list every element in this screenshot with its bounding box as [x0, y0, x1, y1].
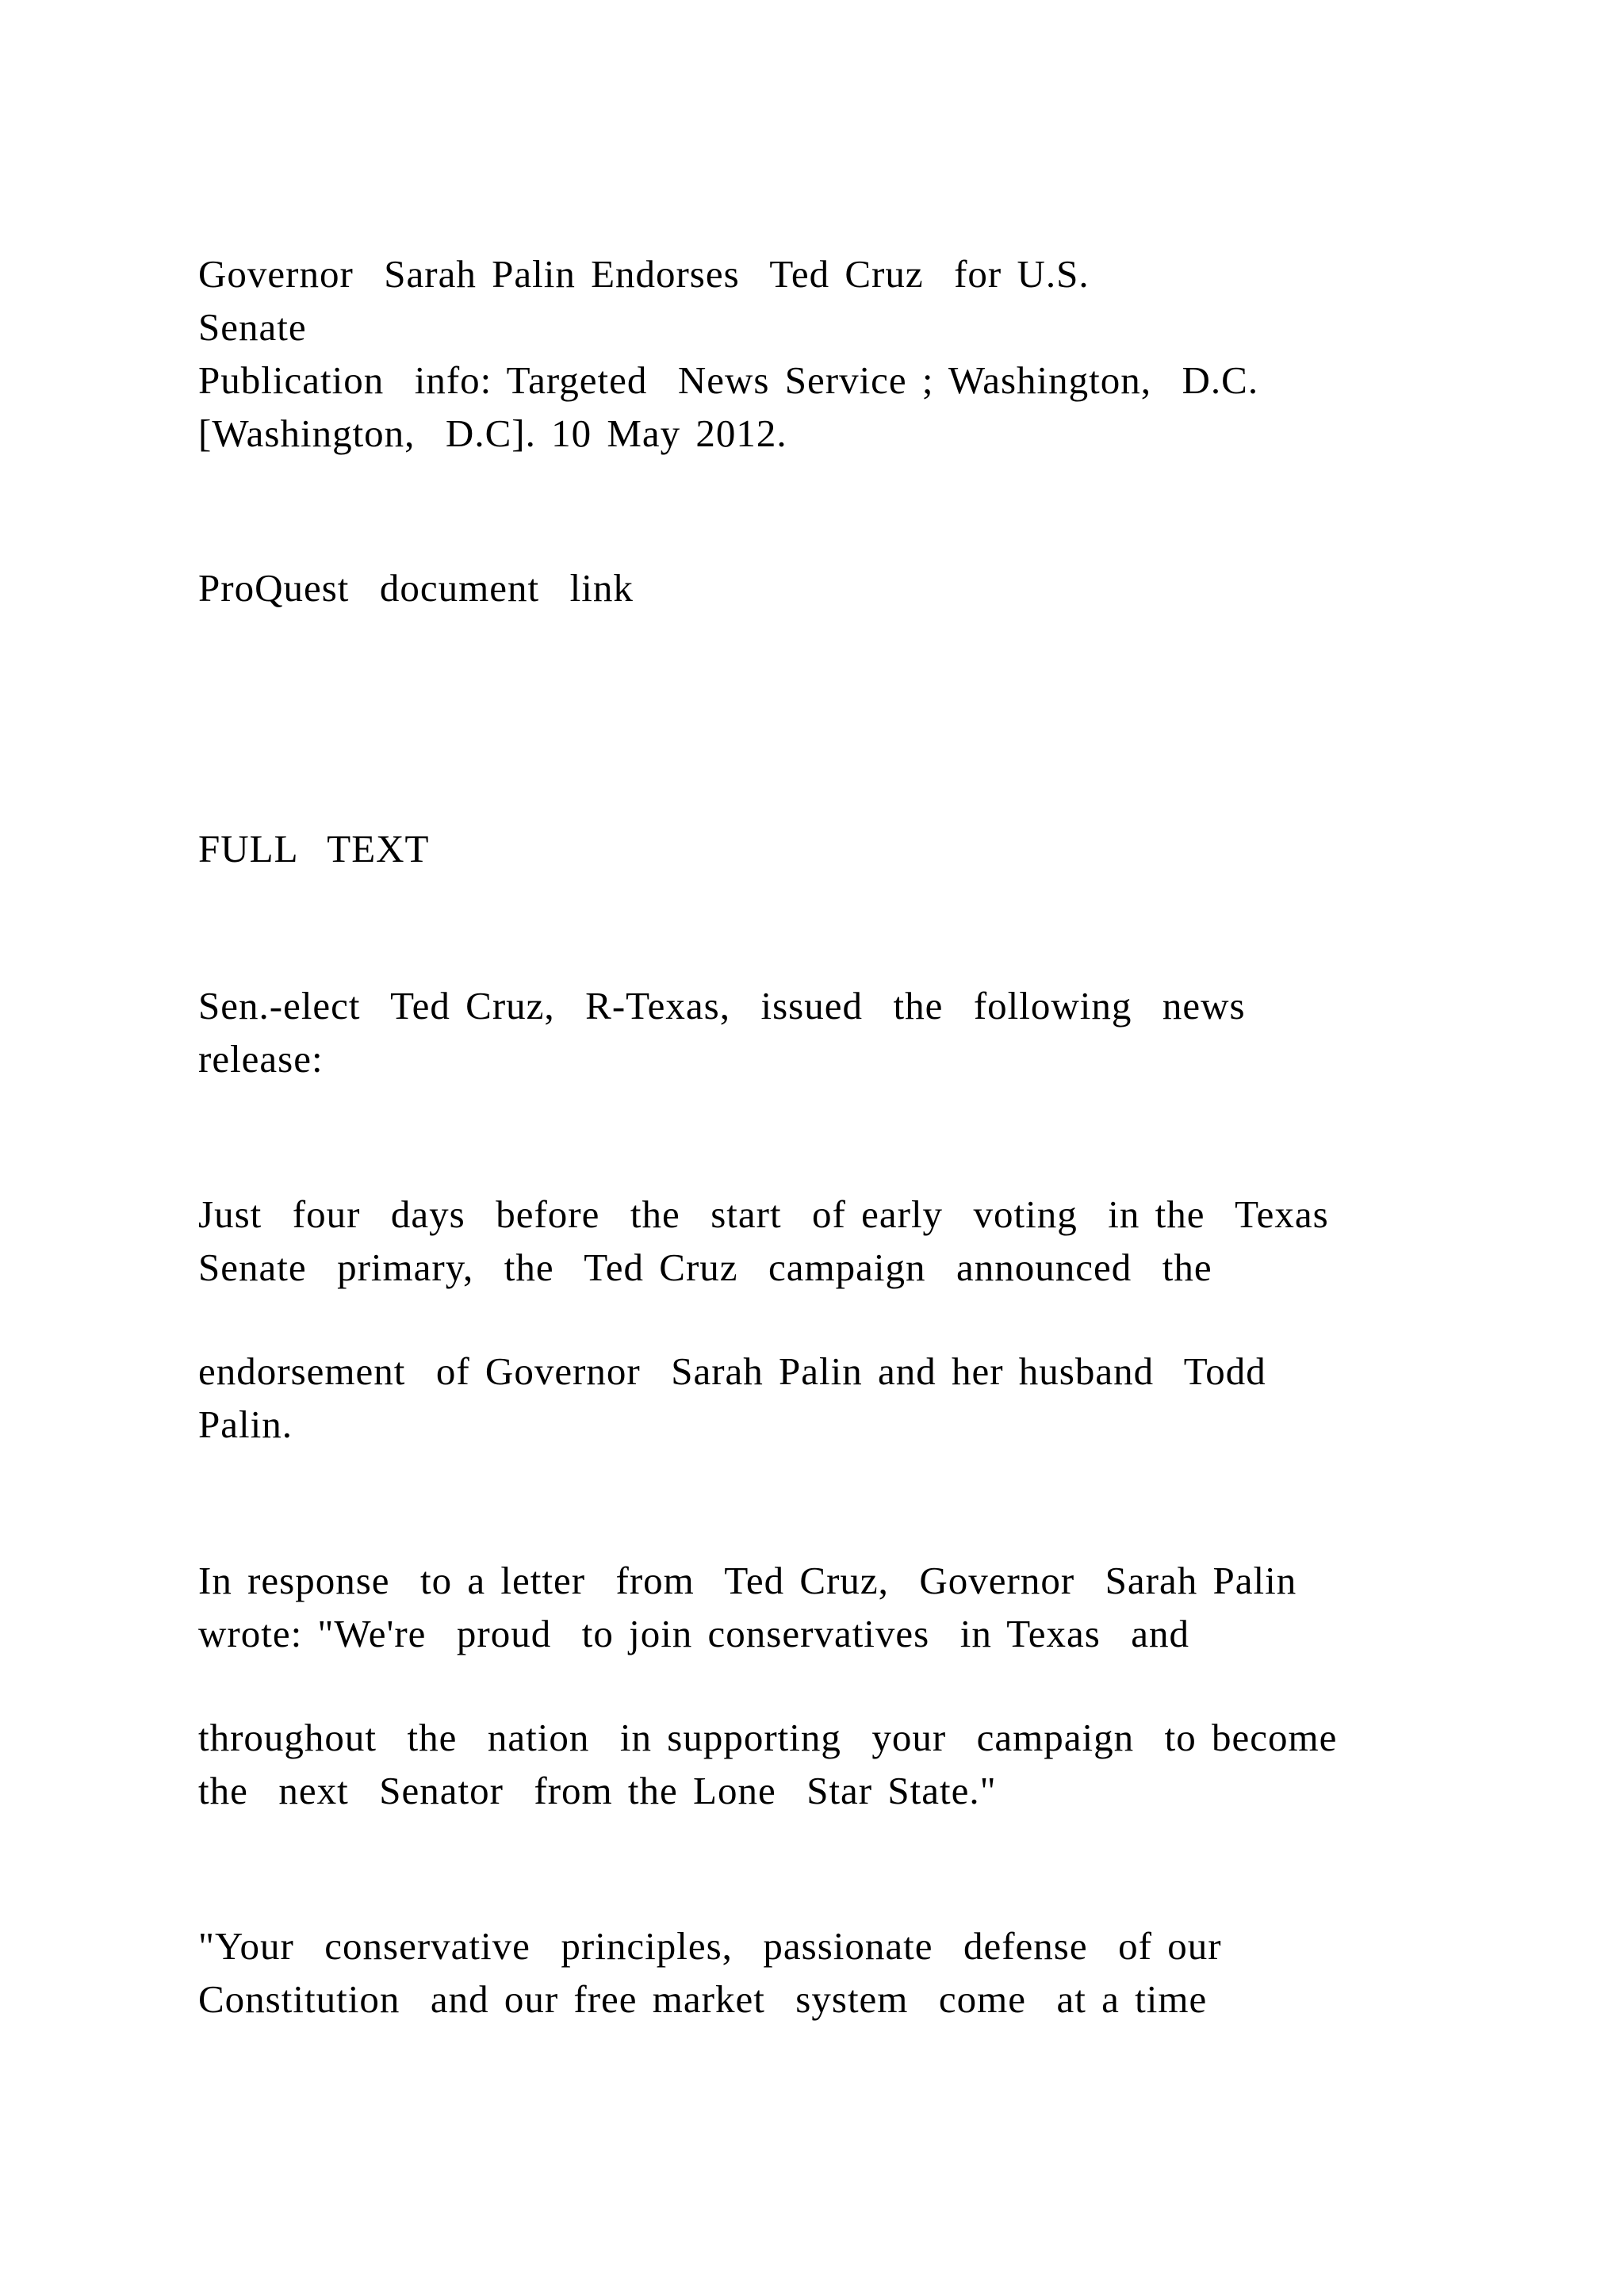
- paragraph-3-line-2: Palin.: [198, 1402, 293, 1446]
- paragraph-1-line-2: release:: [198, 1037, 324, 1081]
- paragraph-6-line-2: Constitution and our free market system come at a time: [198, 1977, 1208, 2021]
- document-title-line-1: Governor Sarah Palin Endorses Ted Cruz for U.S.: [198, 252, 1090, 296]
- paragraph-6-line-1: "Your conservative principles, passionate defense of our: [198, 1924, 1222, 1968]
- publication-info-line-2: [Washington, D.C]. 10 May 2012.: [198, 411, 787, 455]
- paragraph-1-line-1: Sen.-elect Ted Cruz, R-Texas, issued the following news: [198, 984, 1246, 1027]
- paragraph-5-line-1: throughout the nation in supporting your campaign to become: [198, 1716, 1338, 1759]
- paragraph-4-line-2: wrote: "We're proud to join conservatives in Texas and: [198, 1612, 1190, 1655]
- paragraph-5-line-2: the next Senator from the Lone Star State.": [198, 1769, 997, 1812]
- document-title-line-2: Senate: [198, 305, 307, 349]
- proquest-document-link[interactable]: ProQuest document link: [198, 566, 634, 610]
- paragraph-2-line-1: Just four days before the start of early voting in the Texas: [198, 1192, 1329, 1236]
- publication-info-line-1: Publication info: Targeted News Service ; Washington, D.C.: [198, 358, 1259, 402]
- paragraph-2-line-2: Senate primary, the Ted Cruz campaign announced the: [198, 1246, 1212, 1289]
- paragraph-4-line-1: In response to a letter from Ted Cruz, Governor Sarah Palin: [198, 1559, 1297, 1602]
- paragraph-3-line-1: endorsement of Governor Sarah Palin and her husband Todd: [198, 1349, 1266, 1393]
- section-heading-full-text: FULL TEXT: [198, 827, 430, 871]
